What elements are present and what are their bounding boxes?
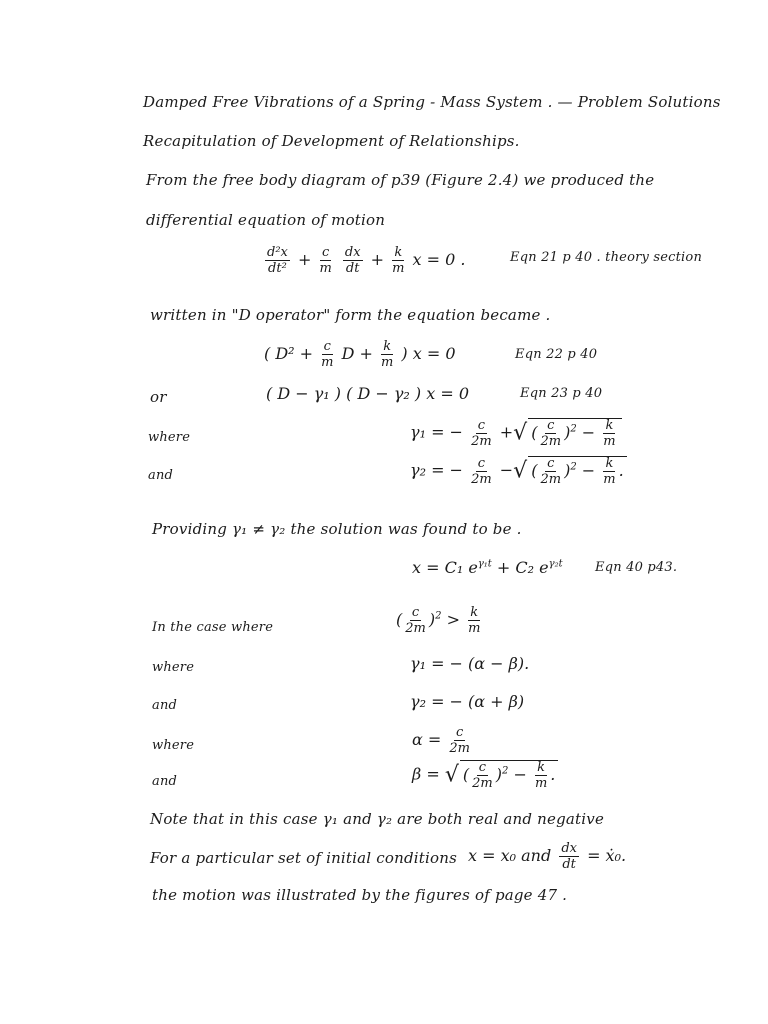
frac-den: 2m [540,472,562,487]
frac-num: c [477,417,485,433]
op-close: ) x = 0 [401,344,456,363]
eq40-ref: Eqn 40 p43. [595,560,678,575]
equation-22 [264,340,456,369]
frac-den: m [468,621,481,636]
sol-lhs: x = C₁ e [412,558,478,577]
sqrt-icon: √ [513,458,528,484]
case-condition: ( $\frac{c}{2m}$ )$^2$ > $\frac{k}{m}$ [396,605,481,636]
providing-word: Providing [152,520,228,538]
frac-den: m [321,355,334,370]
beta-expression [412,760,558,790]
recap-line: Recapitulation of Development of Relationships. [143,132,520,150]
frac-num: k [605,418,614,433]
solution-expression [412,558,563,577]
op-d: D + [341,344,373,363]
frac-den: m [603,472,616,487]
frac-num: c [411,605,420,620]
frac-num: dx [561,841,577,856]
sol-mid: + C₂ e [496,558,549,577]
gamma-neq: γ₁ ≠ γ₂ [232,520,286,538]
frac-den: dt [345,261,360,276]
frac-den: 2m [449,741,470,756]
gt-sign: > [446,610,460,629]
frac-num: c [547,456,555,471]
where-label-2: where [152,660,195,675]
eq22-ref: Eqn 22 p 40 [515,347,598,362]
frac-den: 2m [472,776,493,791]
x0-cond: x = x₀ and [468,846,552,865]
frac-num: c [323,339,331,354]
where-label-3: where [152,738,195,753]
initial-conditions [468,842,626,871]
frac-den: 2m [471,471,492,487]
frac-num: d²x [267,245,288,260]
gamma1-expression: γ₁ = − $\frac{c}{2m}$ +√ ( $\frac{c}{2m}$ )$^2$ − $\frac{k}{m}$ [410,418,622,448]
gamma1-lhs: γ₁ = − [410,422,463,442]
eq-rhs: x = 0 . [412,250,466,269]
case-line: In the case where [152,620,274,635]
initial-line: For a particular set of initial conditions [150,849,457,867]
frac-den: m [319,261,332,276]
diffeq-line: differential equation of motion [146,211,386,229]
exp-2: γ₂t [548,558,563,570]
or-label: or [150,388,167,406]
frac-num: c [478,760,487,775]
and-label-1: and [148,468,174,483]
eq21-ref: Eqn 21 p 40 . theory section [510,250,703,265]
frac-den: m [392,261,405,276]
beta-lhs: β = [412,764,440,784]
frac-num: dx [344,245,361,260]
frac-num: c [321,245,330,260]
frac-den: 2m [405,621,426,636]
frac-den: 2m [471,433,492,449]
from-line: From the free body diagram of p39 (Figure 2.4) we produced the [146,171,655,189]
frac-num: k [537,760,546,775]
note-line: Note that in this case γ₁ and γ₂ are both real and negative [150,810,605,828]
written-line: written in "D operator" form the equation became . [150,306,551,324]
frac-den: m [603,434,616,449]
sqrt-icon: √ [444,762,459,788]
frac-den: 2m [540,434,562,449]
frac-num: c [477,455,485,471]
and-label-3: and [152,774,178,789]
xdot0-cond: = ẋ₀. [587,846,627,865]
radicand: ( $\frac{c}{2m}$ )$^2$ − $\frac{k}{m}$ . [528,456,626,486]
sqrt-icon: √ [513,420,528,446]
radicand: ( $\frac{c}{2m}$ )$^2$ − $\frac{k}{m}$ [528,418,621,448]
title-line: Damped Free Vibrations of a Spring - Mass System . — Problem Solutions [143,93,721,111]
frac-den: m [534,776,548,791]
providing-line [152,520,522,538]
equation-23: ( D − γ₁ ) ( D − γ₂ ) x = 0 [266,384,470,403]
frac-num: k [470,605,479,620]
motion-line: the motion was illustrated by the figures of page 47 . [152,886,568,904]
frac-num: k [394,245,403,260]
providing-tail: the solution was found to be . [290,520,522,538]
eq23-ref: Eqn 23 p 40 [520,386,603,401]
gamma1-alpha-beta: γ₁ = − (α − β). [410,654,530,673]
frac-den: dt² [268,261,287,276]
equation-21: $\frac{\text{d²x}}{\text{dt²}}$ + $\frac{c}{m}$ $\frac{dx}{dt}$ + $\frac{k}{m}$ x = 0 . [267,245,466,276]
and-label-2: and [152,698,178,713]
frac-num: c [547,418,555,433]
alpha-expression [412,726,473,755]
frac-num: k [605,456,614,471]
where-label-1: where [148,430,191,445]
gamma2-expression: γ₂ = − $\frac{c}{2m}$ −√ ( $\frac{c}{2m}$ )$^2$ − $\frac{k}{m}$ . [410,456,627,486]
gamma2-lhs: γ₂ = − [410,460,463,480]
frac-num: c [456,725,464,740]
radicand: ( $\frac{c}{2m}$ )$^2$ − $\frac{k}{m}$ . [460,760,558,790]
frac-den: dt [562,857,576,872]
alpha-lhs: α = [412,730,442,749]
op-open: ( D² + [264,344,314,363]
frac-num: k [383,339,392,354]
frac-den: m [381,355,394,370]
gamma2-alpha-beta: γ₂ = − (α + β) [410,692,525,711]
exp-1: γ₁t [477,558,492,570]
